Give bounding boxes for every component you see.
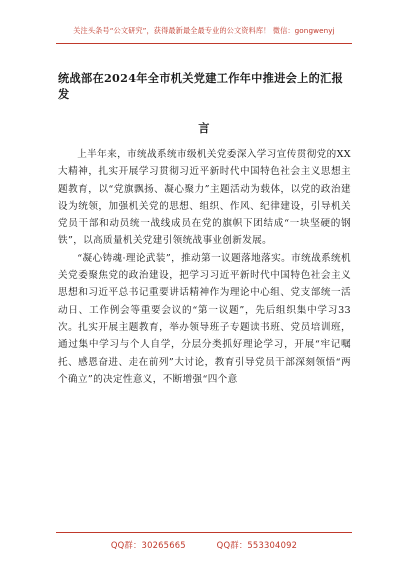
footer [0,539,408,551]
header-banner: 关注头条号“公文研究”，获得最新最全最专业的公文资料库！ 微信：gongwenyj [73,26,335,35]
document-body [58,146,351,388]
footer-qq-group-2: QQ群：553304092 [216,540,298,550]
header-divider [56,43,352,44]
footer-divider [56,532,352,533]
paragraph: 上半年来，市统战系统市级机关党委深入学习宣传贯彻党的XX大精神，扎实开展学习贯彻习近平新时代中国特色社会主义思想主题教育，以“党旗飘扬、凝心聚力”主题活动为载体，以党的政治建设为统领，加强机关党的思想、组织、作风、纪律建设，引导机关党员干部和动员统一战线成员在党的旗帜下团结成“一块坚硬的钢铁”，以高质量机关党建引领统战事业创新发展。 [58,149,351,247]
footer-qq-group-1: QQ群：30265665 [110,540,186,550]
document-title-continued: 言 [198,121,210,135]
document-title: 统战部在2024年全市机关党建工作年中推进会上的汇报发 [58,71,344,101]
paragraph: “凝心铸魂·理论武装”，推动第一议题落地落实。市统战系统机关党委聚焦党的政治建设，把学习习近平新时代中国特色社会主义思想和习近平总书记重要讲话精神作为理论中心组、党支部统一活动日、工作例会等重要会议的“第一议题”，先后组织集中学习33次。扎实开展主题教育，举办领导班子专题读书班、党员培训班，通过集中学习与个人自学，分层分类抓好理论学习，开展“牢记嘱托、感恩奋进、走在前列”大讨论，教育引导党员干部深刻领悟“两个确立”的决定性意义，不断增强“四个意 [58,252,351,385]
